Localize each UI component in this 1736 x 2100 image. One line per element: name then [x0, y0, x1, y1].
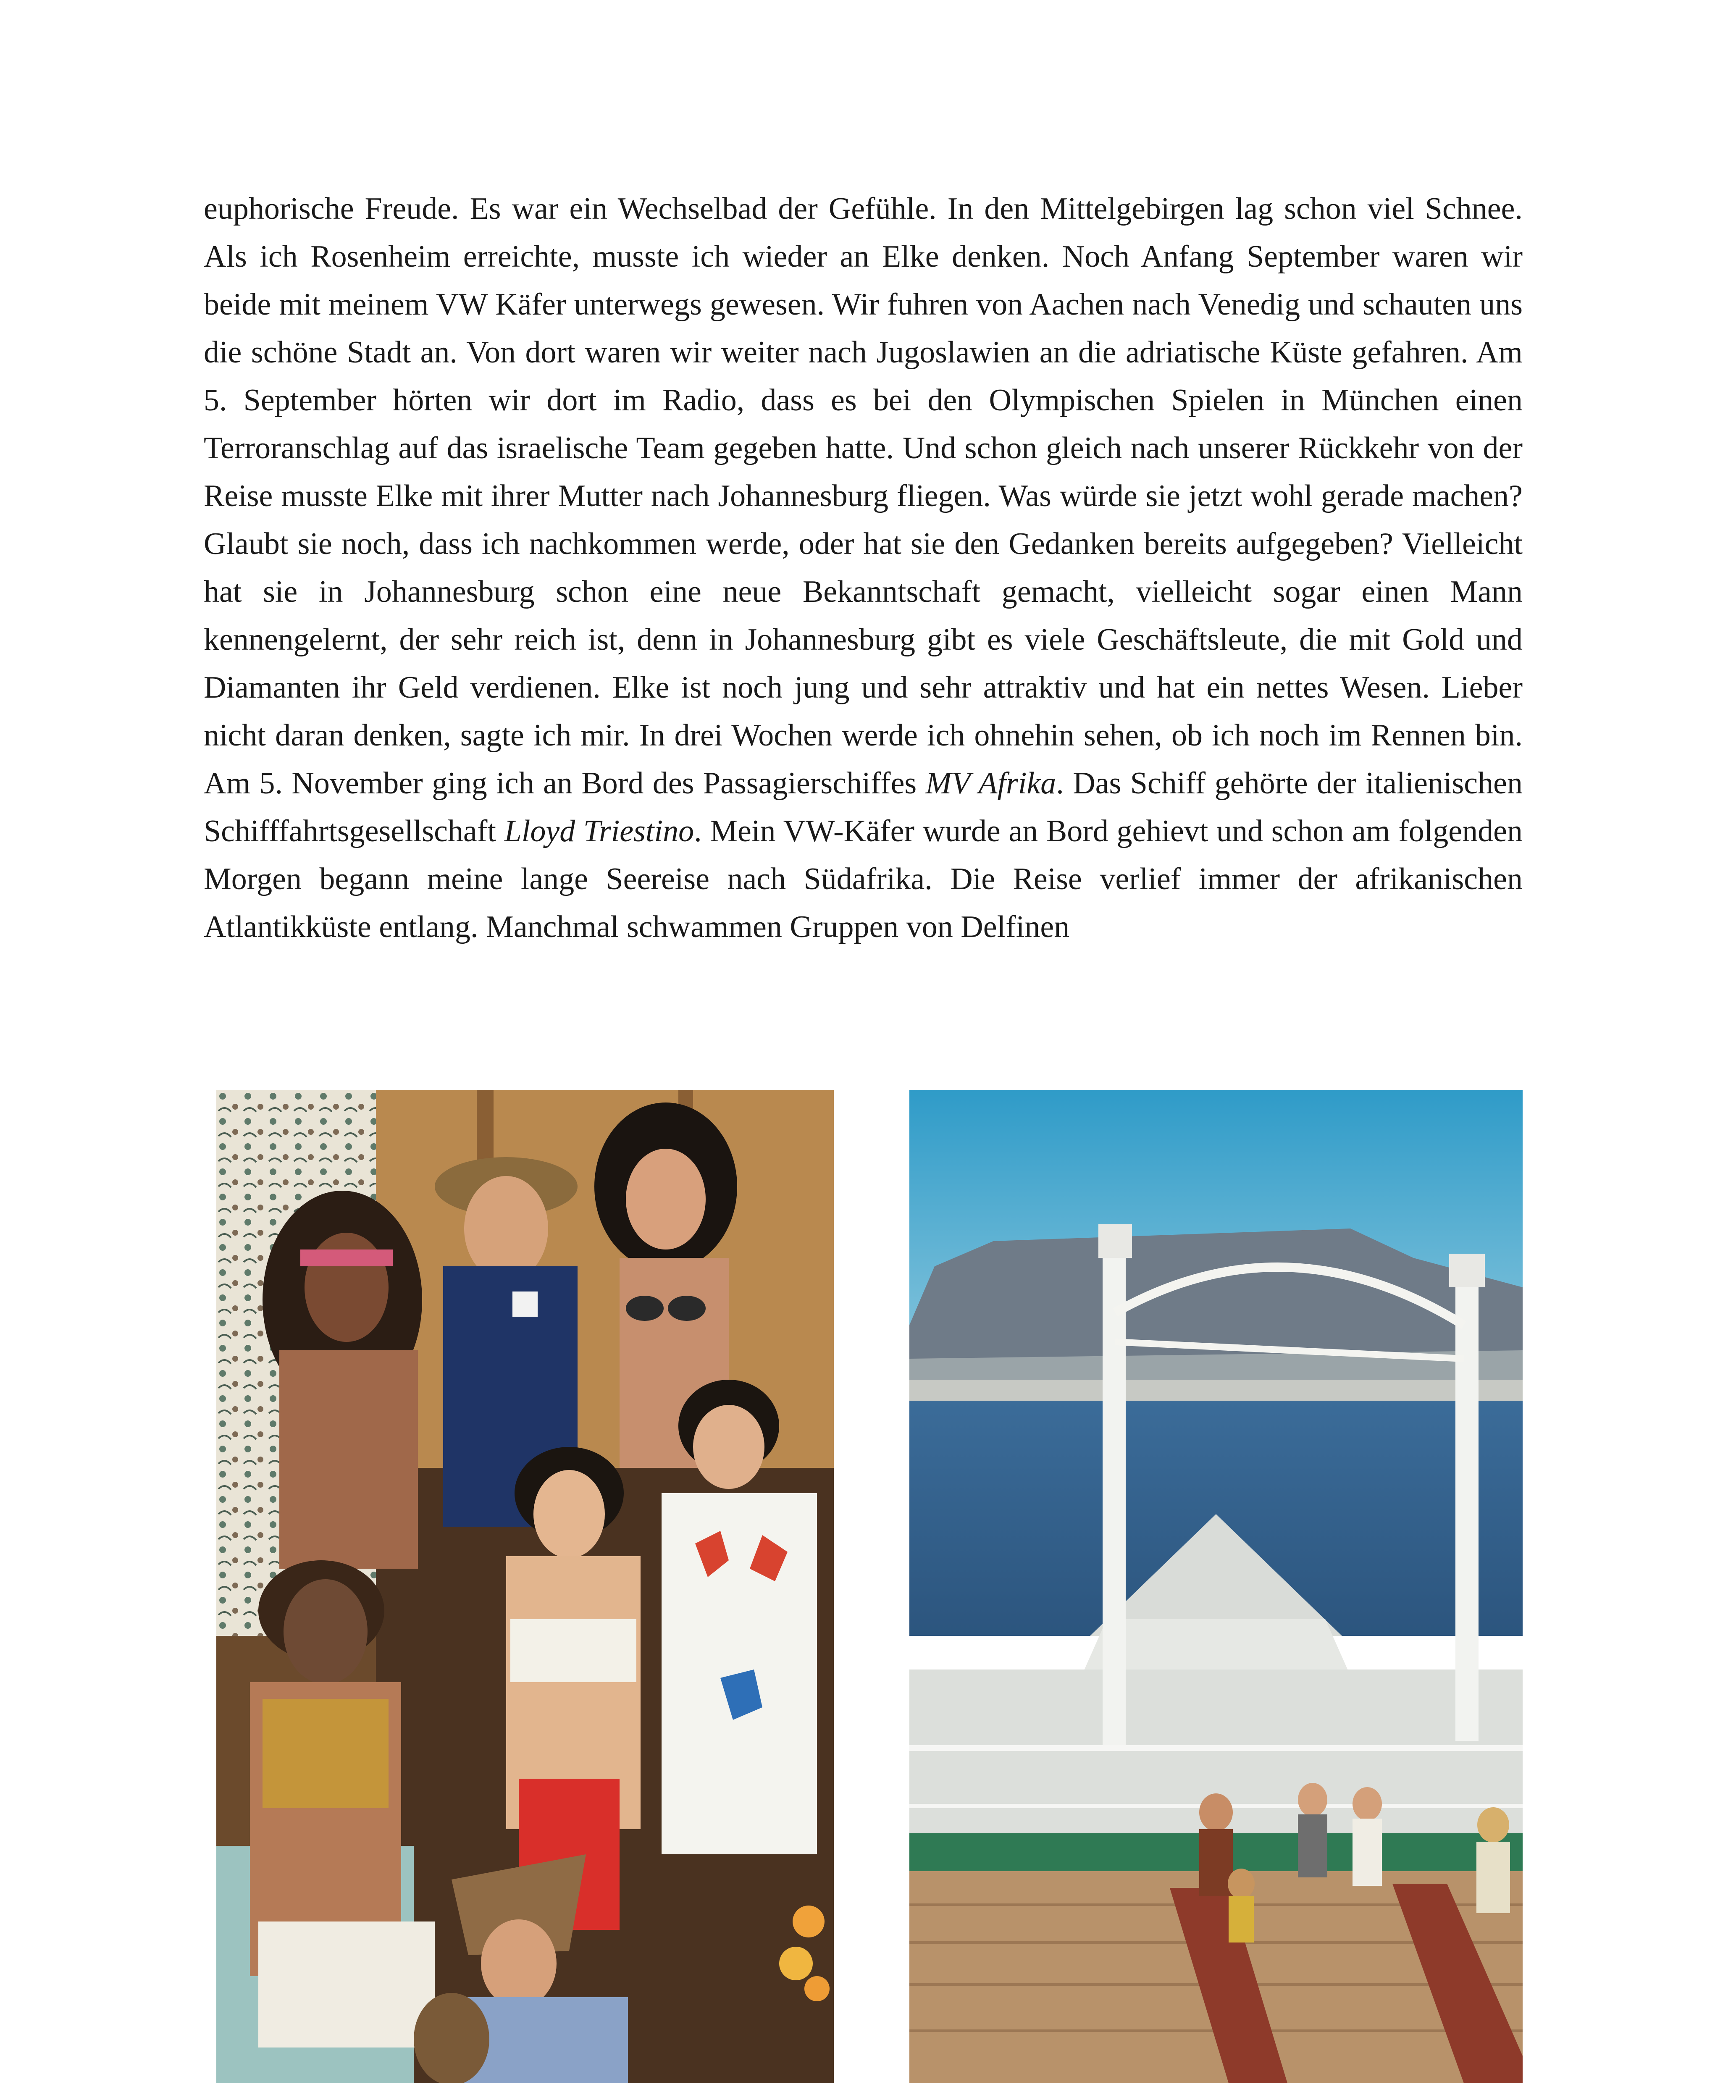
costume-party-photo	[216, 1090, 834, 2083]
shipping-company-name: Lloyd Triestino	[504, 814, 694, 848]
ship-name: MV Afrika	[925, 766, 1056, 801]
text-segment-3: . Mein VW-Käfer wurde an Bord gehievt und schon am folgenden Morgen begann meine lange Seereise nach Südafrika. Die Reise verlief immer der afrikanischen Atlantikküste entlang. Manchmal schwammen Gruppen von Delfinen	[204, 814, 1523, 944]
ship-deck-photo	[909, 1090, 1523, 2083]
body-text	[204, 185, 1523, 951]
costume-party-image	[216, 1090, 834, 2083]
ship-deck-image	[909, 1090, 1523, 2083]
text-segment-2: . Das Schiff gehörte der italienischen Schifffahrtsgesellschaft	[204, 766, 1523, 848]
body-paragraph	[204, 185, 1523, 951]
text-segment-1: euphorische Freude. Es war ein Wechselbad der Gefühle. In den Mittelgebirgen lag schon viel Schnee. Als ich Rosenheim erreichte, musste ich wieder an Elke denken. Noch Anfang September waren wir beide mit meinem VW Käfer unterwegs gewesen. Wir fuhren von Aachen nach Venedig und schauten uns die schöne Stadt an. Von dort waren wir weiter nach Jugoslawien an die adriatische Küste gefahren. Am 5. September hörten wir dort im Radio, dass es bei den Olympischen Spielen in München einen Terroranschlag auf das israelische Team gegeben hatte. Und schon gleich nach unserer Rückkehr von der Reise musste Elke mit ihrer Mutter nach Johannesburg fliegen. Was würde sie jetzt wohl gerade machen? Glaubt sie noch, dass ich nachkommen werde, oder hat sie den Gedanken bereits aufgegeben? Vielleicht hat sie in Johannesburg schon eine neue Bekanntschaft gemacht, vielleicht sogar einen Mann kennengelernt, der sehr reich ist, denn in Johannesburg gibt es viele Geschäftsleute, die mit Gold und Diamanten ihr Geld verdienen. Elke ist noch jung und sehr attraktiv und hat ein nettes Wesen. Lieber nicht daran denken, sagte ich mir. In drei Wochen werde ich ohnehin sehen, ob ich noch im Rennen bin. Am 5. November ging ich an Bord des Passagierschiffes	[204, 192, 1523, 801]
